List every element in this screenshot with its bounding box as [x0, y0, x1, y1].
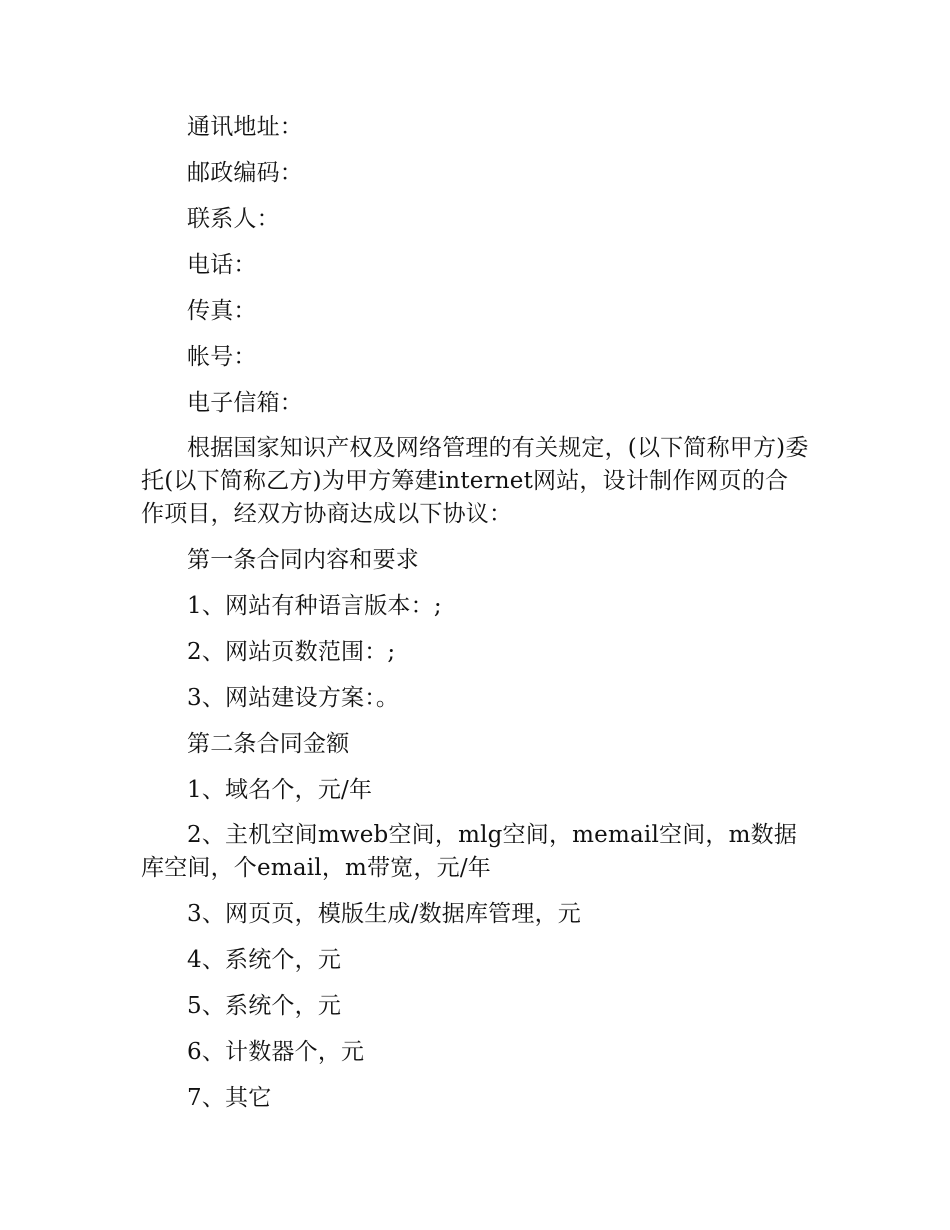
- field-account: 帐号：: [187, 344, 257, 370]
- list-item: 2、网站页数范围：;: [187, 639, 396, 665]
- field-postcode: 邮政编码：: [187, 160, 303, 186]
- list-item: 3、网页页，模版生成/数据库管理，元: [187, 901, 581, 927]
- list-item: 5、系统个，元: [187, 993, 342, 1019]
- section-heading-2: 第二条合同金额: [187, 731, 350, 757]
- list-item: 1、网站有种语言版本：;: [187, 593, 442, 619]
- field-phone: 电话：: [187, 252, 257, 278]
- document-body: [141, 110, 811, 1127]
- field-contact: 联系人：: [187, 206, 280, 232]
- list-item: 6、计数器个，元: [187, 1039, 365, 1065]
- field-email: 电子信箱：: [187, 390, 303, 416]
- list-item: 1、域名个，元/年: [187, 777, 373, 803]
- preamble-paragraph: 根据国家知识产权及网络管理的有关规定，(以下简称甲方)委托(以下简称乙方)为甲方筹建internet网站，设计制作网页的合作项目，经双方协商达成以下协议：: [141, 435, 809, 527]
- list-item: 2、主机空间mweb空间，mlg空间，memail空间，m数据库空间，个email，m带宽，元/年: [141, 822, 798, 881]
- list-item: 4、系统个，元: [187, 947, 342, 973]
- field-fax: 传真：: [187, 298, 257, 324]
- section-heading-1: 第一条合同内容和要求: [187, 547, 419, 573]
- list-item: 7、其它: [187, 1085, 272, 1111]
- field-address: 通讯地址：: [187, 114, 303, 140]
- list-item: 3、网站建设方案：。: [187, 685, 400, 711]
